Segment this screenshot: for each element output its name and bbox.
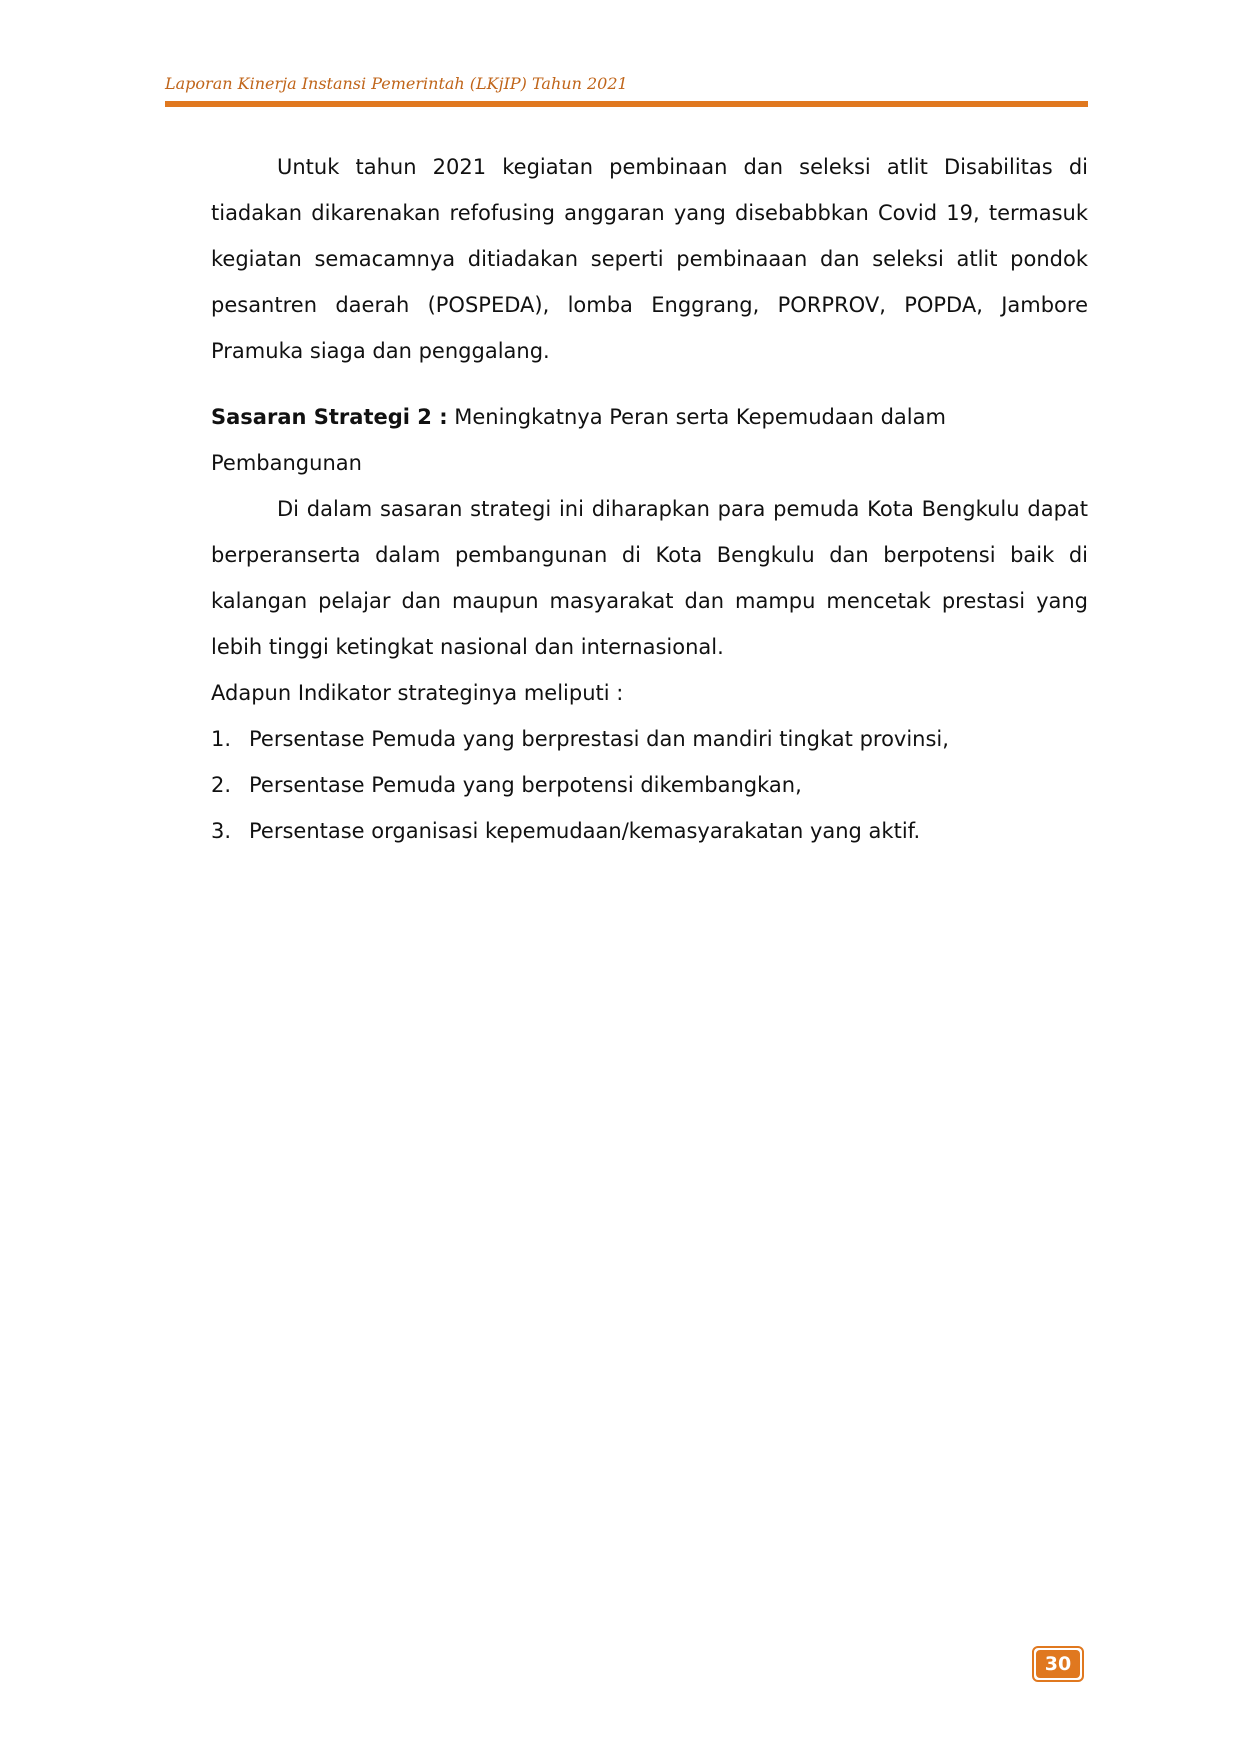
paragraph-strategy-description: Di dalam sasaran strategi ini diharapkan para pemuda Kota Bengkulu dapat berperanserta dalam pembangunan di Kota Bengkulu dan berpotensi baik di kalangan pelajar dan maupun masyarakat dan mampu mencetak prestasi yang lebih tinggi ketingkat nasional dan internasional. <box>211 497 1088 659</box>
paragraph-covid-cancellation: Untuk tahun 2021 kegiatan pembinaan dan seleksi atlit Disabilitas di tiadakan dikarenakan refofusing anggaran yang disebabbkan Covid 19, termasuk kegiatan semacamnya ditiadakan seperti pembinaaan dan seleksi atlit pondok pesantren daerah (POSPEDA), lomba Enggrang, PORPROV, POPDA, Jambore Pramuka siaga dan penggalang. <box>211 155 1088 363</box>
list-item-text: Persentase organisasi kepemudaan/kemasyarakatan yang aktif. <box>249 819 921 843</box>
list-item-text: Persentase Pemuda yang berpotensi dikembangkan, <box>249 773 802 797</box>
list-item <box>211 716 1088 762</box>
list-item-number: 3. <box>211 819 232 843</box>
strategy-label: Sasaran Strategi 2 : <box>211 405 448 429</box>
header-divider <box>165 101 1088 107</box>
page-content <box>211 144 1088 854</box>
page-number: 30 <box>1036 1650 1080 1678</box>
list-item-number: 1. <box>211 727 232 751</box>
strategy-title: Meningkatnya Peran serta Kepemudaan dalam Pembangunan <box>211 405 946 475</box>
list-item <box>211 762 1088 808</box>
page-number-badge <box>1032 1646 1084 1682</box>
indicator-list <box>211 716 1088 854</box>
list-item-text: Persentase Pemuda yang berprestasi dan mandiri tingkat provinsi, <box>249 727 949 751</box>
indicator-intro: Adapun Indikator strateginya meliputi : <box>211 681 624 705</box>
list-item <box>211 808 1088 854</box>
list-item-number: 2. <box>211 773 232 797</box>
report-header-title: Laporan Kinerja Instansi Pemerintah (LKjIP) Tahun 2021 <box>165 74 628 93</box>
strategy-heading <box>211 394 1088 486</box>
